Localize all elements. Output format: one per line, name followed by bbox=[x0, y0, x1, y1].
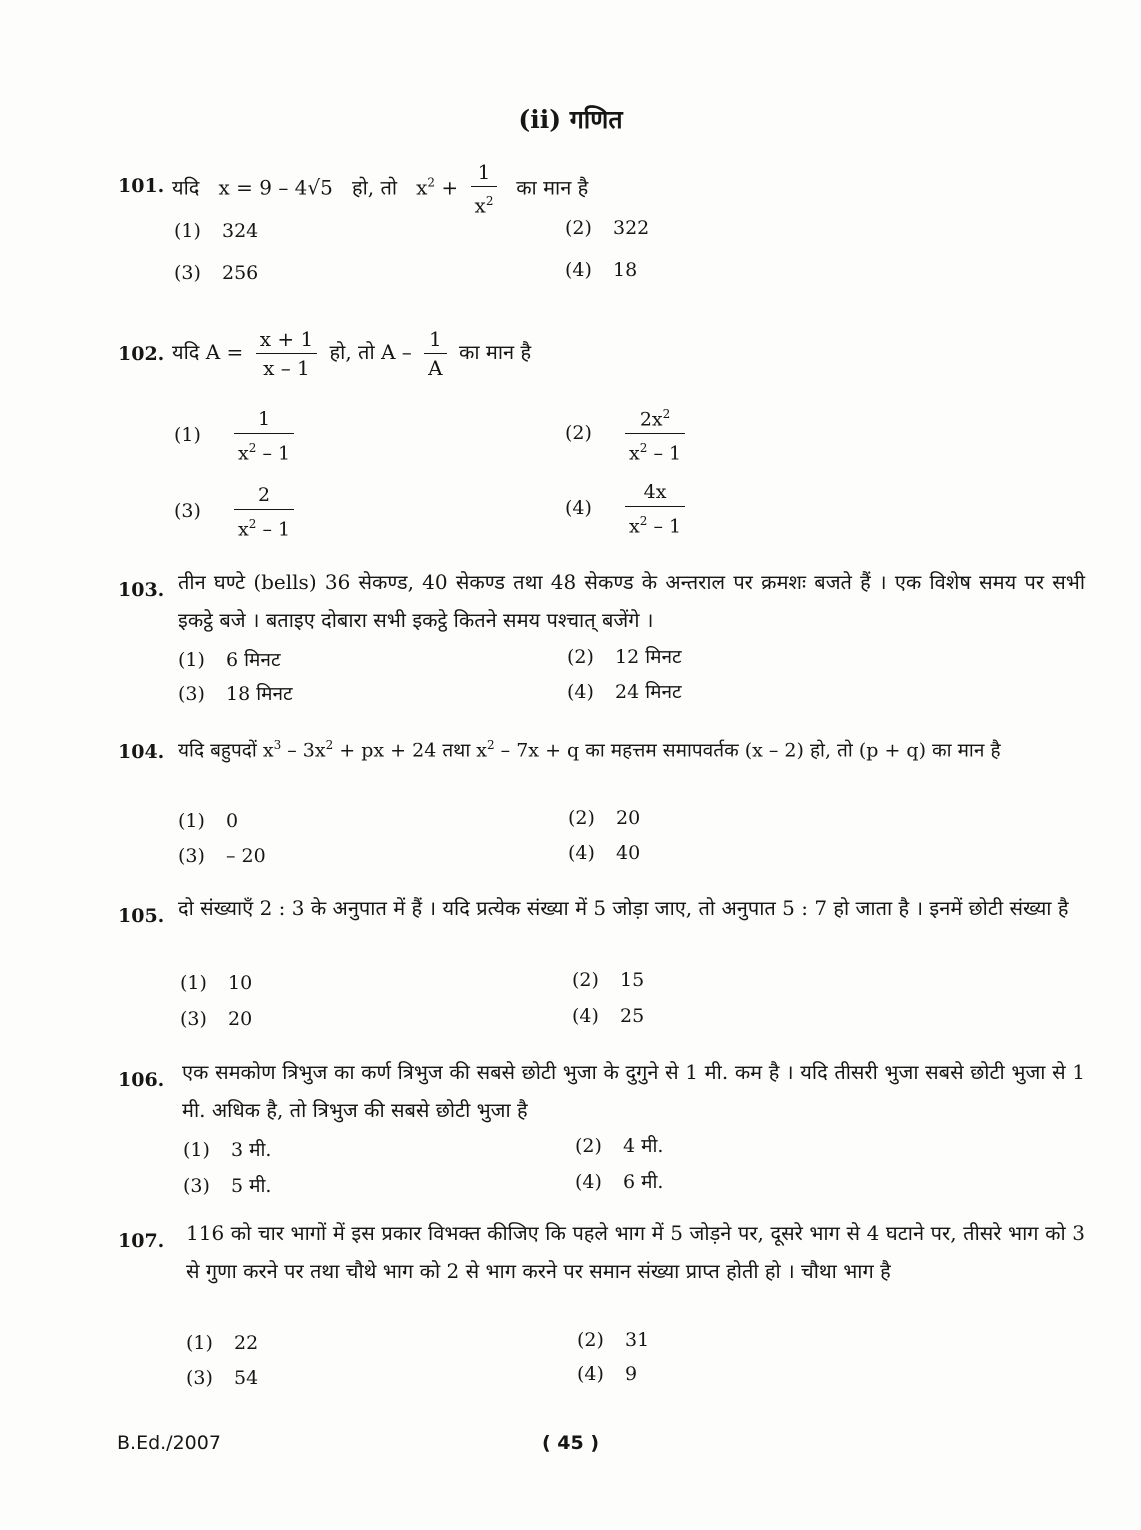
num-superscript: 2 bbox=[662, 407, 671, 421]
fraction-denominator: A bbox=[428, 356, 443, 380]
fraction-denominator bbox=[234, 510, 294, 543]
option-number: (4) bbox=[565, 259, 592, 281]
question-number: 102. bbox=[118, 343, 165, 365]
option-text: 9 bbox=[625, 1363, 638, 1385]
option-3[interactable] bbox=[186, 1367, 258, 1389]
option-text: 324 bbox=[222, 220, 259, 242]
section-title: (ii) गणित bbox=[518, 105, 623, 134]
question-text bbox=[172, 325, 1085, 382]
math-superscript: 2 bbox=[487, 738, 495, 752]
text-part: + px + 24 तथा x bbox=[333, 739, 487, 762]
option-4[interactable] bbox=[567, 678, 682, 704]
option-number: (2) bbox=[565, 421, 592, 444]
option-number: (4) bbox=[567, 681, 594, 703]
fraction-numerator: 1 bbox=[424, 325, 446, 354]
option-2[interactable] bbox=[577, 1329, 649, 1351]
den-superscript: 2 bbox=[248, 441, 257, 455]
math-superscript: 3 bbox=[273, 738, 282, 752]
math-superscript: 2 bbox=[325, 738, 334, 752]
math-expression: x = 9 – 4√5 bbox=[218, 175, 333, 200]
fraction bbox=[424, 325, 446, 382]
option-number: (3) bbox=[186, 1367, 213, 1389]
num-base: 2x bbox=[639, 408, 663, 431]
den-base: x bbox=[238, 518, 249, 541]
option-number: (1) bbox=[178, 649, 205, 671]
question-text: तीन घण्टे (bells) 36 सेकण्ड, 40 सेकण्ड तथा 48 सेकण्ड के अन्तराल पर क्रमशः बजते हैं । एक विशेष समय पर सभी इकट्ठे बजे । बताइए दोबारा सभी इकट्ठे कितने समय पश्चात् बजेंगे । bbox=[178, 570, 1085, 632]
text-middle: हो, तो bbox=[351, 175, 398, 200]
option-1[interactable] bbox=[180, 972, 252, 994]
option-text: 24 मिनट bbox=[615, 681, 682, 703]
option-text: 20 bbox=[228, 1008, 253, 1030]
option-4[interactable] bbox=[565, 478, 691, 540]
question-text: 116 को चार भागों में इस प्रकार विभक्त कीजिए कि पहले भाग में 5 जोड़ने पर, दूसरे भाग से 4 घटाने पर, तीसरे भाग को 3 से गुणा करने पर तथा चौथे भाग को 2 से भाग करने पर समान संख्या प्राप्त होती हो । चौथा भाग है bbox=[186, 1221, 1085, 1283]
fraction-numerator: 2 bbox=[234, 481, 294, 510]
option-1[interactable] bbox=[186, 1332, 258, 1354]
option-1[interactable] bbox=[178, 646, 281, 672]
text-part: यदि बहुपदों x bbox=[178, 739, 274, 762]
fraction-denominator: x – 1 bbox=[263, 356, 310, 380]
fraction-denominator bbox=[625, 507, 685, 540]
option-1[interactable] bbox=[174, 405, 300, 467]
option-text: 256 bbox=[222, 262, 259, 284]
exam-code: B.Ed./2007 bbox=[117, 1432, 221, 1454]
option-text: 20 bbox=[616, 807, 641, 829]
question-number: 106. bbox=[118, 1069, 165, 1091]
option-number: (1) bbox=[180, 972, 207, 994]
option-number: (1) bbox=[174, 220, 201, 242]
den-rest: – 1 bbox=[256, 442, 291, 465]
option-2[interactable] bbox=[568, 807, 640, 829]
option-text: 40 bbox=[616, 842, 641, 864]
option-number: (2) bbox=[567, 646, 594, 668]
option-4[interactable] bbox=[572, 1005, 644, 1027]
option-text: 322 bbox=[613, 217, 650, 239]
option-text: – 20 bbox=[226, 845, 266, 867]
option-4[interactable] bbox=[568, 842, 640, 864]
option-text: 22 bbox=[234, 1332, 259, 1354]
option-number: (1) bbox=[178, 810, 205, 832]
fraction-numerator bbox=[625, 400, 685, 434]
option-1[interactable] bbox=[174, 220, 258, 242]
text-suffix: का मान है bbox=[516, 175, 589, 200]
option-text: 6 मी. bbox=[623, 1171, 664, 1193]
fraction bbox=[234, 481, 294, 543]
math-variable: x bbox=[416, 175, 428, 200]
option-text: 0 bbox=[226, 810, 239, 832]
math-operator: + bbox=[441, 175, 459, 200]
question-text bbox=[172, 158, 1085, 220]
option-3[interactable] bbox=[178, 680, 293, 706]
den-base: x bbox=[629, 442, 640, 465]
den-rest: – 1 bbox=[256, 518, 291, 541]
fraction bbox=[625, 478, 685, 540]
text-prefix: यदि A = bbox=[172, 340, 244, 364]
option-text: 10 bbox=[228, 972, 253, 994]
fraction bbox=[625, 400, 685, 468]
den-rest: – 1 bbox=[647, 442, 682, 465]
option-2[interactable] bbox=[565, 217, 649, 239]
option-3[interactable] bbox=[183, 1172, 271, 1198]
option-number: (2) bbox=[575, 1135, 602, 1157]
option-number: (1) bbox=[186, 1332, 213, 1354]
page-number: ( 45 ) bbox=[541, 1432, 600, 1454]
question-number: 105. bbox=[118, 905, 165, 927]
option-1[interactable] bbox=[183, 1136, 271, 1162]
option-number: (4) bbox=[572, 1005, 599, 1027]
fraction bbox=[234, 405, 294, 467]
option-3[interactable] bbox=[180, 1008, 252, 1030]
option-4[interactable] bbox=[565, 259, 637, 281]
text-part: – 3x bbox=[281, 739, 326, 762]
den-rest: – 1 bbox=[647, 515, 682, 538]
option-text: 18 bbox=[613, 259, 638, 281]
text-middle: हो, तो A – bbox=[329, 340, 412, 364]
option-text: 31 bbox=[625, 1329, 650, 1351]
question-number: 104. bbox=[118, 741, 165, 763]
option-4[interactable] bbox=[575, 1168, 663, 1194]
option-3[interactable] bbox=[174, 481, 300, 543]
option-text: 6 मिनट bbox=[226, 649, 281, 671]
fraction-denominator bbox=[234, 434, 294, 467]
option-number: (4) bbox=[565, 497, 592, 520]
option-text: 12 मिनट bbox=[615, 646, 682, 668]
fraction bbox=[256, 325, 317, 382]
option-text: 25 bbox=[620, 1005, 645, 1027]
fraction-denominator bbox=[471, 187, 498, 220]
text-part: – 7x + q का महत्तम समापवर्तक (x – 2) हो, तो (p + q) का मान है bbox=[494, 739, 1001, 762]
option-number: (4) bbox=[575, 1171, 602, 1193]
option-number: (2) bbox=[572, 969, 599, 991]
fraction-numerator: x + 1 bbox=[256, 325, 317, 354]
option-text: 3 मी. bbox=[231, 1139, 272, 1161]
question-text bbox=[178, 726, 1085, 769]
option-number: (3) bbox=[174, 500, 201, 523]
option-number: (4) bbox=[568, 842, 595, 864]
question-number: 107. bbox=[118, 1230, 165, 1252]
option-text: 15 bbox=[620, 969, 645, 991]
fraction-denominator bbox=[625, 434, 685, 467]
fraction-numerator: 1 bbox=[234, 405, 294, 434]
option-number: (3) bbox=[183, 1175, 210, 1197]
option-text: 18 मिनट bbox=[226, 683, 293, 705]
option-number: (2) bbox=[565, 217, 592, 239]
option-2[interactable] bbox=[567, 643, 682, 669]
fraction-numerator: 1 bbox=[471, 158, 498, 187]
den-superscript: 2 bbox=[639, 514, 648, 528]
question-number: 101. bbox=[118, 175, 165, 197]
option-number: (4) bbox=[577, 1363, 604, 1385]
option-number: (2) bbox=[568, 807, 595, 829]
den-superscript: 2 bbox=[248, 517, 257, 531]
option-3[interactable] bbox=[178, 845, 266, 867]
text-suffix: का मान है bbox=[458, 340, 532, 364]
den-base: x bbox=[238, 442, 249, 465]
question-number: 103. bbox=[118, 579, 165, 601]
math-superscript: 2 bbox=[427, 175, 436, 190]
option-number: (1) bbox=[183, 1139, 210, 1161]
fraction-numerator: 4x bbox=[625, 478, 685, 507]
option-2[interactable] bbox=[575, 1132, 663, 1158]
den-superscript: 2 bbox=[639, 441, 648, 456]
option-number: (3) bbox=[180, 1008, 207, 1030]
option-1[interactable] bbox=[178, 810, 238, 832]
option-number: (1) bbox=[174, 424, 201, 447]
option-number: (3) bbox=[178, 683, 205, 705]
option-text: 54 bbox=[234, 1367, 259, 1389]
option-text: 4 मी. bbox=[623, 1135, 664, 1157]
option-number: (3) bbox=[178, 845, 205, 867]
text-prefix: यदि bbox=[172, 175, 200, 200]
option-3[interactable] bbox=[174, 262, 258, 284]
den-base: x bbox=[629, 515, 640, 538]
den-superscript: 2 bbox=[485, 194, 494, 208]
den-base: x bbox=[474, 193, 486, 218]
fraction bbox=[471, 158, 498, 220]
option-2[interactable] bbox=[572, 969, 644, 991]
option-number: (2) bbox=[577, 1329, 604, 1351]
question-text: दो संख्याएँ 2 : 3 के अनुपात में हैं । यदि प्रत्येक संख्या में 5 जोड़ा जाए, तो अनुपात 5 : 7 हो जाता है । इनमें छोटी संख्या है bbox=[178, 896, 1069, 920]
option-number: (3) bbox=[174, 262, 201, 284]
option-text: 5 मी. bbox=[231, 1175, 272, 1197]
option-4[interactable] bbox=[577, 1363, 637, 1385]
option-2[interactable] bbox=[565, 400, 691, 468]
question-text: एक समकोण त्रिभुज का कर्ण त्रिभुज की सबसे छोटी भुजा के दुगुने से 1 मी. कम है । यदि तीसरी भुजा सबसे छोटी भुजा से 1 मी. अधिक है, तो त्रिभुज की सबसे छोटी भुजा है bbox=[182, 1060, 1085, 1122]
